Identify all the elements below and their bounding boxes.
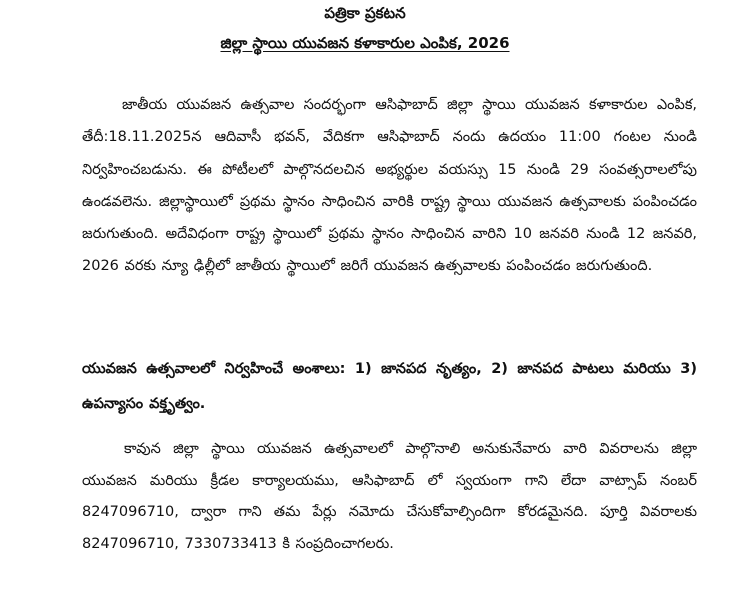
paragraph-event-details: జాతీయ యువజన ఉత్సవాల సందర్భంగా ఆసిఫాబాద్ జిల్లా స్థాయి యువజన కళాకారుల ఎంపిక, తేదీ:18.11.2025న ఆదివాసీ భవన్, వేదికగా ఆసిఫాబాద్ నందు ఉదయం 11:00 గంటల నుండి నిర్వహించబడును. ఈ పోటీలలో పాల్గొనదలచిన అభ్యర్థుల వయస్సు 15 నుండి 29 సంవత్సరాలలోపు ఉండవలెను. జిల్లాస్థాయిలో ప్రథమ స్థానం సాధించిన వారికి రాష్ట్ర స్థాయి యువజన ఉత్సవాలకు పంపించడం జరుగుతుంది. అదేవిధంగా రాష్ట్ర స్థాయిలో ప్రథమ స్థానం సాధించిన వారిని 10 జనవరి నుండి 12 జనవరి, 2026 వరకు న్యూ ఢిల్లీలో జాతీయ స్థాయిలో జరిగే యువజన ఉత్సవాలకు పంపించడం జరుగుతుంది. (82, 97, 697, 275)
press-release-subject: జిల్లా స్థాయి యువజన కళాకారుల ఎంపిక, 2026 (220, 34, 510, 52)
press-release-heading: పత్రికా ప్రకటన (324, 4, 406, 22)
paragraph-registration-contact: కావున జిల్లా స్థాయి యువజన ఉత్సవాలలో పాల్గొనాలి అనుకునేవారు వారి వివరాలను జిల్లా యువజన మరియు క్రీడల కార్యాలయము, ఆసిఫాబాద్ లో స్వయంగా గాని లేదా వాట్సాప్ నంబర్ 8247096710, ద్వారా గాని తమ పేర్లు నమోదు చేసుకోవాల్సిందిగా కోరడమైనది. పూర్తి వివరాలకు 8247096710, 7330733413 కి సంప్రదించాగలరు. (82, 441, 697, 552)
paragraph-competition-items: యువజన ఉత్సవాలలో నిర్వహించే అంశాలు: 1) జానపద నృత్యం, 2) జానపద పాటలు మరియు 3) ఉపన్యాసం వక్తృత్వం. (82, 361, 697, 412)
